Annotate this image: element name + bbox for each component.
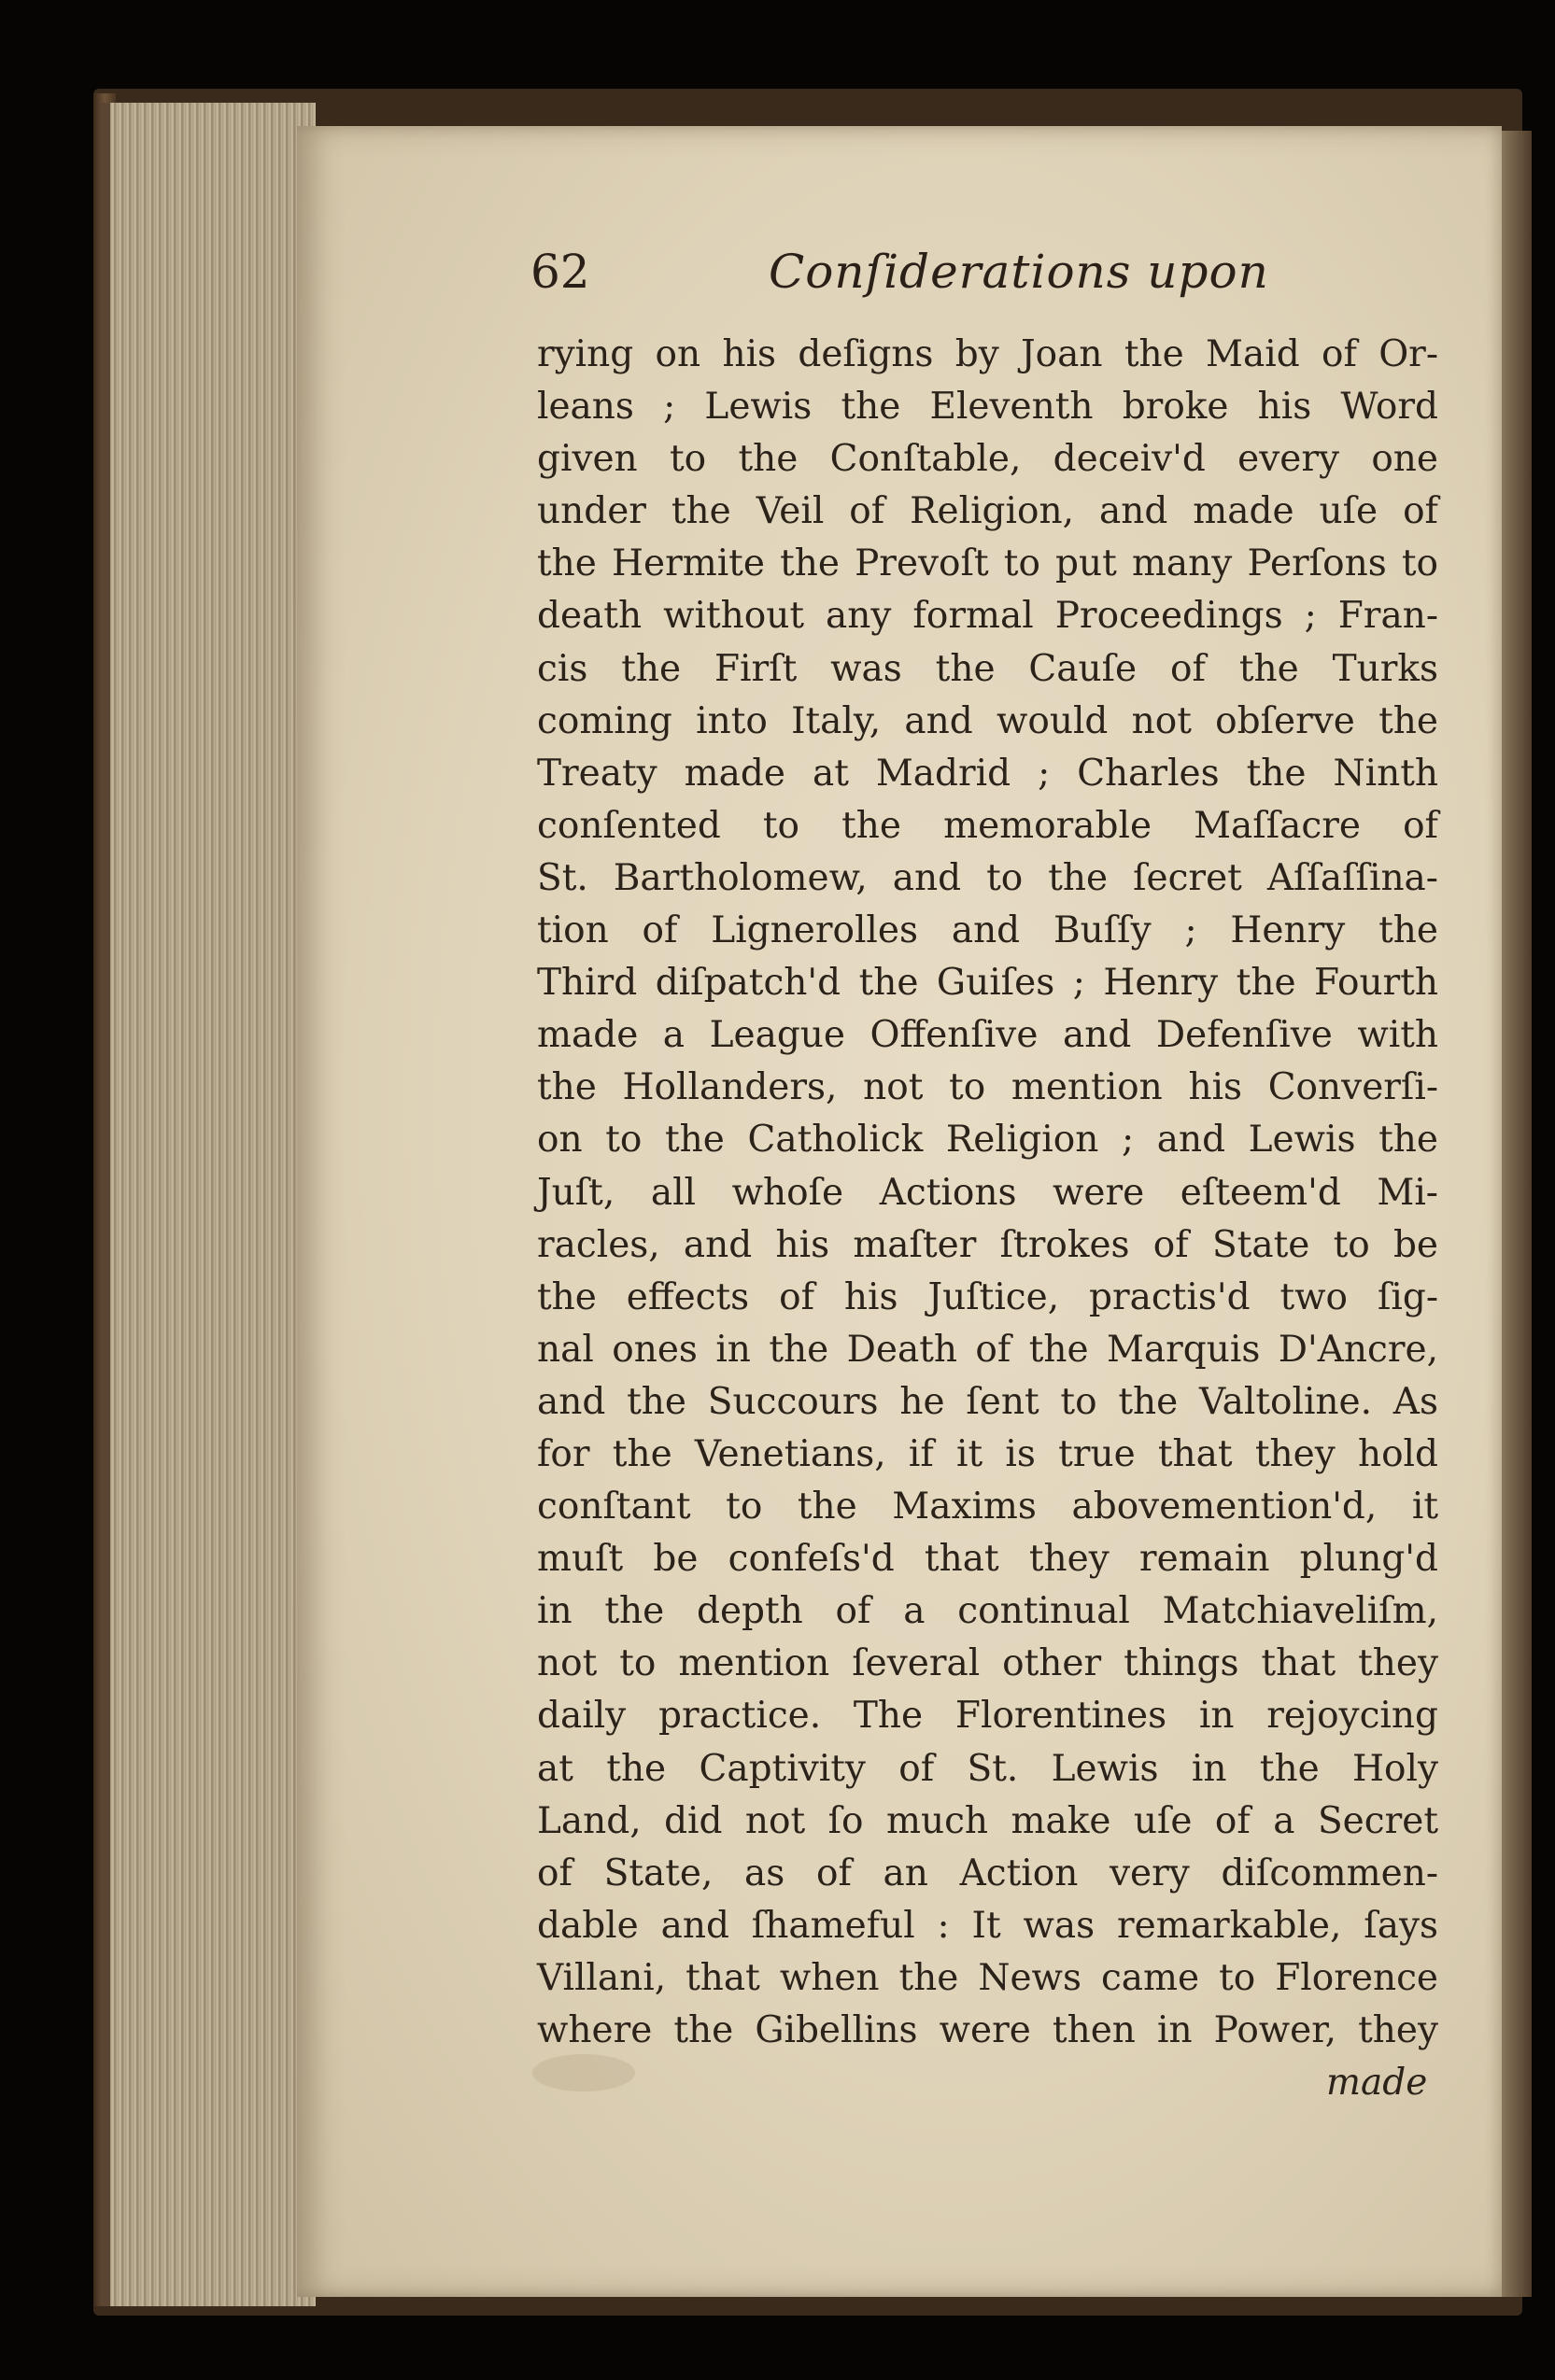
text-line: of State, as of an Action very diſcommen- xyxy=(537,1852,1438,1894)
running-head: Conſiderations upon xyxy=(769,245,1269,299)
text-line: racles, and his maſter ſtrokes of State to be xyxy=(537,1223,1438,1266)
text-line: death without any formal Proceedings ; Fran- xyxy=(537,595,1438,638)
text-line: for the Venetians, if it is true that they hold xyxy=(537,1432,1438,1475)
text-line: under the Veil of Religion, and made uſe of xyxy=(537,490,1438,533)
text-line: coming into Italy, and would not obſerve the xyxy=(537,699,1438,742)
page-number: 62 xyxy=(530,245,590,299)
text-line: Juſt, all whoſe Actions were eſteem'd Mi- xyxy=(537,1171,1438,1214)
text-line: Third diſpatch'd the Guiſes ; Henry the Fourth xyxy=(537,962,1438,1005)
text-line: daily practice. The Florentines in rejoycing xyxy=(537,1695,1438,1738)
page-header xyxy=(530,245,1436,310)
text-line: in the depth of a continual Matchiaveliſm, xyxy=(537,1590,1438,1633)
text-line: not to mention ſeveral other things that they xyxy=(537,1642,1438,1685)
text-line: Land, did not ſo much make uſe of a Secret xyxy=(537,1799,1438,1842)
text-line: the Hollanders, not to mention his Converſi- xyxy=(537,1066,1438,1109)
text-line: given to the Conſtable, deceiv'd every one xyxy=(537,438,1438,481)
text-line: Villani, that when the News came to Florence xyxy=(537,1956,1438,1999)
text-line: tion of Lignerolles and Buſſy ; Henry the xyxy=(537,909,1438,952)
text-line: leans ; Lewis the Eleventh broke his Word xyxy=(537,386,1438,429)
text-line: cis the Firſt was the Cauſe of the Turks xyxy=(537,647,1438,690)
text-line: conſented to the memorable Maſſacre of xyxy=(537,804,1438,847)
page-edges xyxy=(101,103,316,2306)
text-line: muſt be confeſs'd that they remain plung'd xyxy=(537,1538,1438,1581)
book-gutter xyxy=(1499,131,1532,2297)
text-line: conſtant to the Maxims abovemention'd, it xyxy=(537,1486,1438,1528)
text-line: at the Captivity of St. Lewis in the Holy xyxy=(537,1747,1438,1790)
text-line: on to the Catholick Religion ; and Lewis the xyxy=(537,1119,1438,1162)
text-line: and the Succours he ſent to the Valtoline. As xyxy=(537,1380,1438,1423)
text-line: St. Bartholomew, and to the ſecret Aſſaſſina- xyxy=(537,856,1438,899)
text-line: dable and ſhameful : It was remarkable, ſays xyxy=(537,1904,1438,1947)
body-text xyxy=(537,329,1438,2057)
text-line: the Hermite the Prevoſt to put many Perſons to xyxy=(537,542,1438,585)
text-line: made a League Offenſive and Defenſive with xyxy=(537,1014,1438,1057)
text-line: nal ones in the Death of the Marquis D'Ancre, xyxy=(537,1328,1438,1371)
text-line: the effects of his Juſtice, practis'd two ſig- xyxy=(537,1275,1438,1318)
catchword: made xyxy=(1326,2062,1428,2104)
text-line: where the Gibellins were then in Power, they xyxy=(537,2009,1438,2051)
text-line: rying on his deſigns by Joan the Maid of Or- xyxy=(537,333,1438,375)
page-stain xyxy=(532,2054,635,2091)
text-line: Treaty made at Madrid ; Charles the Ninth xyxy=(537,752,1438,795)
